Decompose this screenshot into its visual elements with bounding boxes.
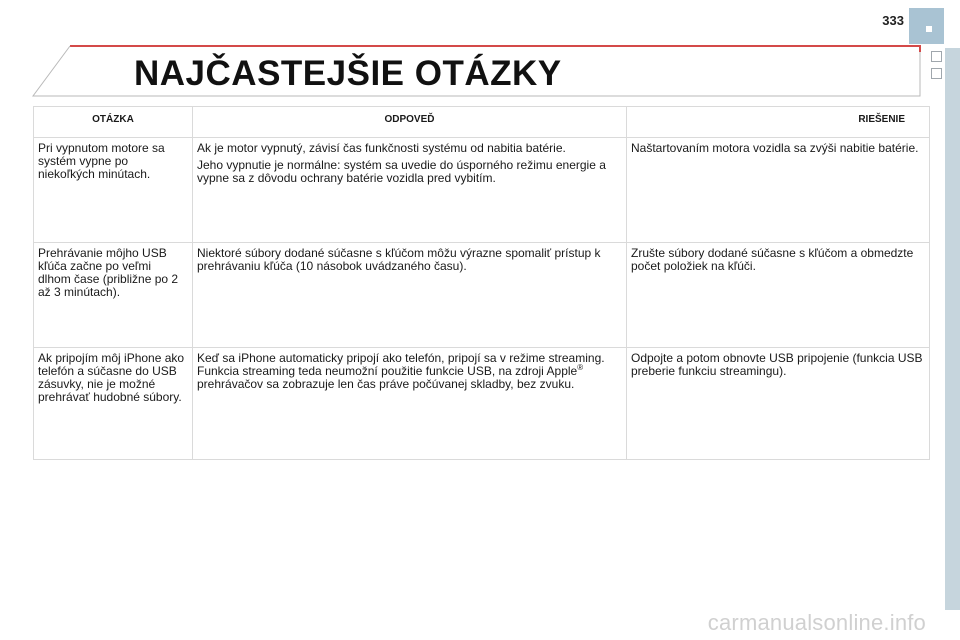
answer-text-cont: prehrávačov sa zobrazuje len čas práve počúvanej skladby, bez zvuku. [197, 377, 575, 391]
table-row [34, 348, 930, 460]
question-cell: Pri vypnutom motore sa systém vypne po niekoľkých minútach. [34, 138, 193, 243]
side-bar [945, 48, 960, 610]
page-title: NAJČASTEJŠIE OTÁZKY [134, 54, 562, 93]
question-cell: Ak pripojím môj iPhone ako telefón a súčasne do USB zásuvky, nie je možné prehrávať hudobné súbory. [34, 348, 193, 460]
table-row [34, 138, 930, 243]
answer-cell [193, 138, 627, 243]
page-number: 333 [882, 13, 904, 28]
answer-paragraph: Jeho vypnutie je normálne: systém sa uvedie do úsporného režimu energie a vypne sa z dôvodu ochrany batérie vozidla pred vybitím. [197, 158, 606, 185]
solution-cell: Zrušte súbory dodané súčasne s kľúčom a obmedzte počet položiek na kľúči. [627, 243, 930, 348]
solution-cell: Naštartovaním motora vozidla sa zvýši nabitie batérie. [627, 138, 930, 243]
solution-cell: Odpojte a potom obnovte USB pripojenie (funkcia USB preberie funkciu streamingu). [627, 348, 930, 460]
column-header-answer: ODPOVEĎ [193, 107, 627, 138]
answer-text: Keď sa iPhone automaticky pripojí ako telefón, pripojí sa v režime streaming. Funkcia streaming teda neumožní použitie funkcie USB, na zdroji Apple [197, 351, 605, 378]
question-cell: Prehrávanie môjho USB kľúča začne po veľmi dlhom čase (približne po 2 až 3 minútach). [34, 243, 193, 348]
table-row [34, 243, 930, 348]
answer-cell [193, 348, 627, 460]
faq-table [33, 106, 930, 460]
column-header-question: OTÁZKA [34, 107, 193, 138]
answer-paragraph: Niektoré súbory dodané súčasne s kľúčom môžu výrazne spomaliť prístup k prehrávaniu kľúča (10 násobok uvádzaného času). [197, 246, 601, 273]
registered-mark: ® [577, 363, 584, 372]
answer-paragraph: Ak je motor vypnutý, závisí čas funkčnosti systému od nabitia batérie. [197, 141, 566, 155]
answer-cell [193, 243, 627, 348]
table-header-row [34, 107, 930, 138]
watermark: carmanualsonline.info [707, 610, 926, 635]
column-header-solution: RIEŠENIE [627, 107, 930, 138]
